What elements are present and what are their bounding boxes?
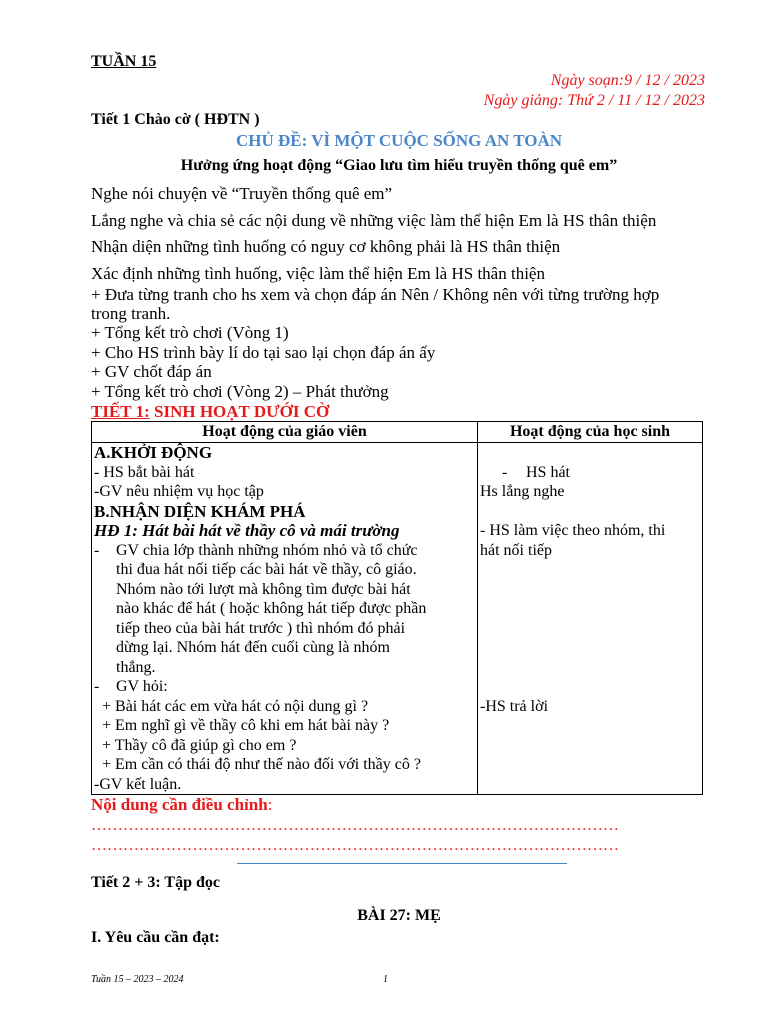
student-column [478, 443, 703, 795]
question-line: + Em nghĩ gì về thầy cô khi em hát bài này ? [102, 717, 390, 734]
activity-title: HĐ 1: Hát bài hát về thầy cô và mái trường [94, 521, 400, 540]
activity-line [94, 541, 475, 561]
table-header-row [92, 422, 703, 443]
lesson-title: BÀI 27: MẸ [357, 907, 441, 924]
header-student: Hoạt động của học sinh [478, 422, 703, 443]
student-sing: HS hát [526, 463, 570, 481]
step-line: + GV chốt đáp án [91, 362, 212, 381]
footer-text: Tuần 15 – 2023 – 2024 [91, 974, 184, 985]
header-teacher: Hoạt động của giáo viên [92, 422, 478, 443]
response-heading: Hưởng ứng hoạt động “Giao lưu tìm hiểu truyền thống quê em” [180, 157, 618, 174]
adjustment-colon: : [267, 795, 273, 814]
period-2-3-title: Tiết 2 + 3: Tập đọc [91, 874, 220, 891]
blank-line [480, 560, 700, 580]
activity-text: GV chia lớp thành những nhóm nhỏ và tổ chức [116, 541, 418, 559]
dotted-line: ……………………………………………………………………………………… [91, 817, 619, 834]
student-answer: -HS trả lời [480, 697, 549, 715]
student-listen: Hs lắng nghe [480, 483, 565, 500]
question-line: + Thầy cô đã giúp gì cho em ? [102, 736, 297, 754]
date-prepared: Ngày soạn:9 / 12 / 2023 [550, 72, 705, 89]
adjustment-heading [91, 795, 272, 815]
blank-line [480, 677, 700, 697]
paragraph-1: Nghe nói chuyện về “Truyền thống quê em” [91, 184, 393, 203]
blank-line [480, 580, 700, 600]
activity-line: tiếp theo của bài hát trước ) thì nhóm đó phải [116, 619, 406, 637]
requirements-heading: I. Yêu cầu cần đạt: [91, 929, 220, 946]
student-group: - HS làm việc theo nhóm, thi [480, 522, 666, 539]
adjustment-label: Nội dung cần điều chỉnh [91, 795, 268, 814]
activity-line: dừng lại. Nhóm hát đến cuối cùng là nhóm [116, 639, 390, 656]
blank-line [480, 599, 700, 619]
dash-bullet: - [94, 541, 100, 559]
teacher-column [92, 443, 478, 795]
start-item: - HS bắt bài hát [94, 463, 195, 481]
blank-line [480, 443, 700, 463]
paragraph-3: Nhận diện những tình huống có nguy cơ không phải là HS thân thiện [91, 237, 561, 256]
activity-line: thắng. [116, 658, 156, 676]
question-line: + Bài hát các em vừa hát có nội dung gì ? [102, 697, 369, 715]
dotted-line: ……………………………………………………………………………………… [91, 837, 619, 854]
dash-bullet: - [502, 463, 508, 481]
question-line: + Em cần có thái độ như thế nào đối với thầy cô ? [102, 756, 421, 773]
activity-line: nào khác để hát ( hoặc không hát tiếp được phần [116, 600, 427, 617]
ask-line [94, 677, 475, 697]
week-heading: TUẦN 15 [91, 53, 157, 70]
date-taught: Ngày giảng: Thứ 2 / 11 / 12 / 2023 [483, 92, 705, 109]
ask-text: GV hỏi: [116, 678, 168, 695]
section-label: TIẾT 1: [91, 402, 150, 421]
activity-line: Nhóm nào tới lượt mà không tìm được bài hát [116, 580, 411, 598]
step-line: + Cho HS trình bày lí do tại sao lại chọn đáp án ấy [91, 343, 436, 362]
page-number: 1 [383, 974, 388, 985]
student-sing-line [480, 463, 700, 483]
blank-line [480, 658, 700, 678]
paragraph-4: Xác định những tình huống, việc làm thể hiện Em là HS thân thiện [91, 264, 545, 283]
section-title: SINH HOẠT DƯỚI CỜ [149, 402, 330, 421]
explore-heading: B.NHẬN DIỆN KHÁM PHÁ [94, 501, 306, 521]
section-heading [91, 402, 329, 422]
blank-line [480, 638, 700, 658]
step-line: trong tranh. [91, 304, 171, 323]
table-row [92, 443, 703, 795]
blank-line [480, 502, 700, 522]
start-item: -GV nêu nhiệm vụ học tập [94, 483, 264, 500]
activity-table [91, 421, 703, 795]
student-group: hát nối tiếp [480, 541, 552, 559]
divider-line [237, 863, 567, 864]
period-1-title: Tiết 1 Chào cờ ( HĐTN ) [91, 111, 260, 128]
step-line: + Tổng kết trò chơi (Vòng 1) [91, 323, 289, 342]
activity-line: thi đua hát nối tiếp các bài hát về thầy, cô giáo. [116, 561, 417, 578]
paragraph-2: Lắng nghe và chia sẻ các nội dung về những việc làm thể hiện Em là HS thân thiện [91, 211, 657, 230]
blank-line [480, 619, 700, 639]
topic-heading: CHỦ ĐỀ: VÌ MỘT CUỘC SỐNG AN TOÀN [235, 131, 563, 150]
step-line: + Đưa từng tranh cho hs xem và chọn đáp án Nên / Không nên với từng trường hợp [91, 285, 660, 304]
conclude-line: -GV kết luận. [94, 775, 182, 793]
start-heading: A.KHỞI ĐỘNG [94, 443, 213, 462]
step-line: + Tổng kết trò chơi (Vòng 2) – Phát thưởng [91, 382, 389, 401]
dash-bullet: - [94, 678, 100, 695]
